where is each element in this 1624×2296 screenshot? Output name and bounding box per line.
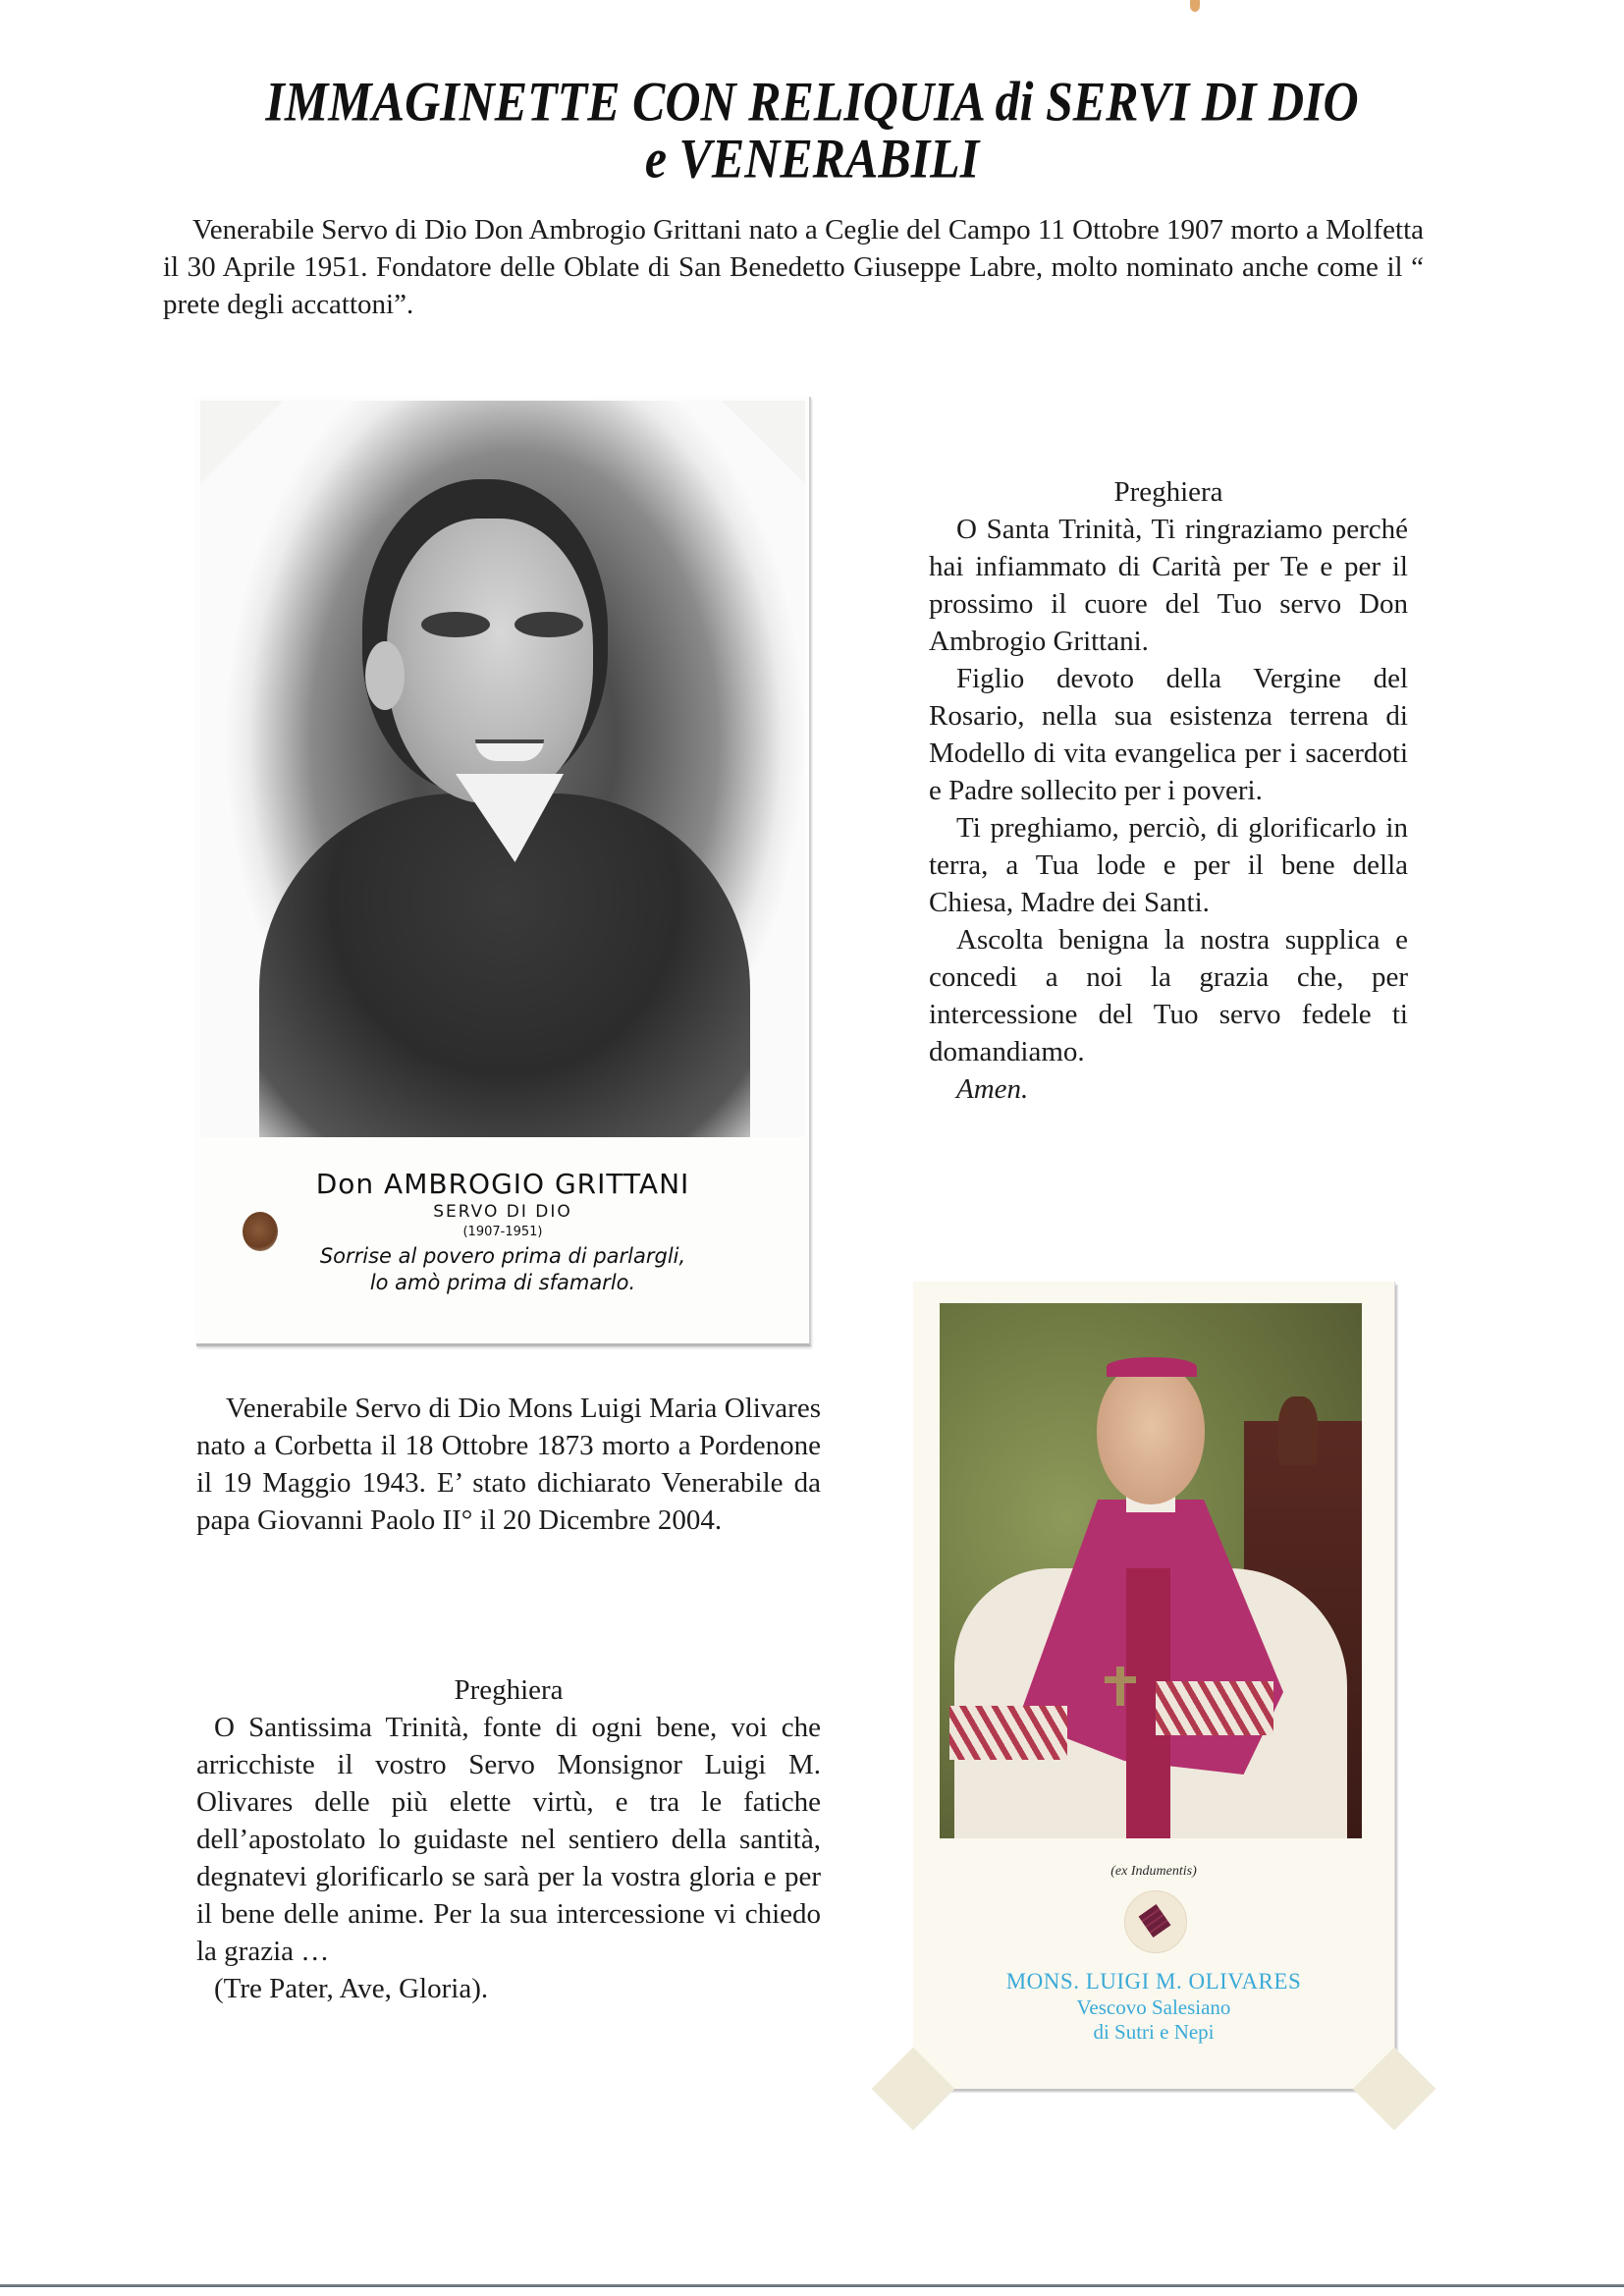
grittani-intro-text: Venerabile Servo di Dio Don Ambrogio Grittani nato a Ceglie del Campo 11 Ottobre 1907 morto a Molfetta il 30 Aprile 1951. Fondatore delle Oblate di San Benedetto Giuseppe Labre, molto nominato anche come il “ prete degli accattoni”. [163, 214, 1424, 320]
page-title-line-1: IMMAGINETTE CON RELIQUIA di SERVI DI DIO [265, 69, 1359, 134]
card-corner [1353, 2048, 1436, 2131]
face [387, 519, 593, 803]
eye [514, 612, 583, 637]
face [1097, 1362, 1205, 1504]
prayer-heading: Preghiera [1113, 476, 1223, 508]
grittani-portrait-photo [200, 401, 805, 1137]
prayer-paragraph: Ascolta benigna la nostra supplica e concedi a noi la grazia che, per intercessione del Tuo servo fedele ti domandiamo. [929, 924, 1408, 1067]
prayer-paragraph: O Santa Trinità, Ti ringraziamo perché hai infiammato di Carità per Te e per il prossimo il cuore del Tuo servo Don Ambrogio Grittani. [929, 514, 1408, 657]
grittani-intro [163, 211, 1424, 323]
card-title-line-1: Vescovo Salesiano [1076, 1995, 1231, 2019]
olivares-intro-text: Venerabile Servo di Dio Mons Luigi Maria Olivares nato a Corbetta il 18 Ottobre 1873 morto a Pordenone il 19 Maggio 1943. E’ stato dichiarato Venerabile da papa Giovanni Paolo II° il 20 Dicembre 2004. [196, 1393, 821, 1536]
ear [365, 641, 405, 710]
pectoral-cross-icon [1116, 1667, 1124, 1706]
card-name: Don AMBROGIO GRITTANI [315, 1168, 690, 1200]
paper-speck [1190, 0, 1200, 12]
holy-card-olivares [913, 1282, 1395, 2089]
olivares-intro [196, 1390, 821, 1539]
prayer-paragraph: Figlio devoto della Vergine del Rosario, nella sua esistenza terrena di Modello di vita evangelica per i sacerdoti e Padre sollecito per i poveri. [929, 663, 1408, 806]
bottom-rule [0, 2284, 1624, 2287]
eye [421, 612, 490, 637]
card-years: (1907-1951) [462, 1225, 543, 1239]
card-quote [196, 1243, 809, 1296]
card-name: MONS. LUIGI M. OLIVARES [1005, 1969, 1302, 1994]
photo-corner [200, 401, 284, 484]
olivares-prayer [196, 1671, 821, 2007]
holy-card-grittani [196, 397, 811, 1346]
prayer-closing: (Tre Pater, Ave, Gloria). [214, 1973, 489, 2004]
grittani-prayer [929, 473, 1408, 1108]
pectoral-cross-bar [1105, 1676, 1136, 1683]
chair-knob [1278, 1396, 1318, 1465]
relic-cloth [1139, 1904, 1171, 1938]
lace-cuff [1156, 1681, 1273, 1735]
card-role: SERVO DI DIO [433, 1202, 572, 1222]
relic-note: (ex Indumentis) [1110, 1864, 1197, 1879]
smile [475, 739, 544, 761]
card-title-line-2: di Sutri e Nepi [1093, 2020, 1215, 2044]
page-title-line-2: e VENERABILI [644, 126, 980, 191]
prayer-paragraph: O Santissima Trinità, fonte di ogni bene, voi che arricchiste il vostro Servo Monsignor Luigi M. Olivares delle più elette virtù, e tra le fatiche dell’apostolato lo guidaste nel sentiero della santità, degnatevi glorificarlo se sarà per la vostra gloria e per il bene delle anime. Per la sua intercessione vi chiedo la grazia … [196, 1712, 821, 1967]
card-quote-line-1: Sorrise al povero prima di parlargli, [319, 1244, 686, 1268]
prayer-heading: Preghiera [454, 1674, 564, 1706]
prayer-closing: Amen. [956, 1073, 1029, 1105]
lace-cuff [949, 1706, 1067, 1760]
prayer-paragraph: Ti preghiamo, perciò, di glorificarlo in terra, a Tua lode e per il bene della Chiesa, Madre dei Santi. [929, 812, 1408, 918]
card-corner [872, 2048, 955, 2131]
card-quote-line-2: lo amò prima di sfamarlo. [369, 1271, 636, 1294]
relic-icon [1124, 1890, 1187, 1953]
photo-corner [722, 401, 805, 484]
zucchetto [1107, 1357, 1197, 1377]
olivares-portrait-photo [940, 1303, 1362, 1838]
